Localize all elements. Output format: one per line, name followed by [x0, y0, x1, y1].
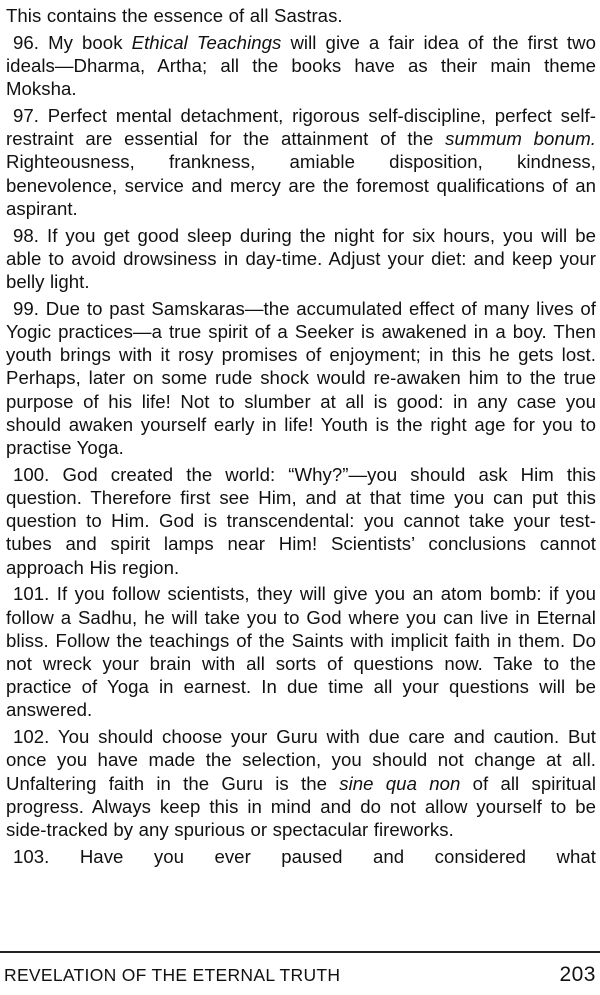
page	[6, 4, 596, 868]
paragraph-p99	[6, 297, 596, 459]
paragraph-cont	[6, 4, 596, 27]
text-run: 97. Perfect mental detachment, rigorous self-discipline, perfect self-restraint are essential for the attainment of the	[6, 105, 596, 150]
paragraph-p101	[6, 582, 596, 721]
page-number: 203	[559, 963, 596, 986]
paragraph-p96	[6, 31, 596, 101]
text-run: 103. Have you ever paused and considered what	[13, 845, 596, 867]
text-run: 100. God created the world: “Why?”—you should ask Him this question. Therefore first see Him, and at that time you can put this question to Him. God is transcendental: you cannot take your test-tubes and spirit lamps near Him! Scientists’ conclusions cannot approach His region.	[6, 463, 596, 578]
italic-phrase: Ethical Teachings	[131, 31, 282, 53]
page-footer	[4, 963, 596, 987]
body-text	[6, 4, 596, 868]
paragraph-p102	[6, 725, 596, 841]
text-run: Righteousness, frankness, amiable disposition, kindness, benevolence, service and mercy are the foremost qualifications of an aspirant.	[6, 151, 596, 219]
italic-phrase: summum bonum.	[445, 128, 596, 150]
text-run: 99. Due to past Samskaras—the accumulated effect of many lives of Yogic practices—a true spirit of a Seeker is awakened in a boy. Then youth brings with it rosy promises of enjoyment; in this he gets lost. Perhaps, later on some rude shock would re-awaken him to the true purpose of his life! Not to slumber at all is good: in any case you should awaken yourself early in life! Youth is the right age for you to practise Yoga.	[6, 297, 596, 459]
text-run: 98. If you get good sleep during the night for six hours, you will be able to avoid drowsiness in day-time. Adjust your diet: and keep your belly light.	[6, 224, 596, 293]
text-run: This contains the essence of all Sastras.	[6, 5, 343, 26]
paragraph-p103	[6, 845, 596, 868]
text-run: 102. You should choose your Guru with due care and caution. But once you have made the selection, you should not change at all. Unfaltering faith in the Guru is the	[6, 726, 596, 794]
text-run: will give a fair idea of the first two ideals—Dharma, Artha; all the books have as their main theme Moksha.	[6, 31, 597, 100]
footer-rule	[0, 951, 600, 953]
paragraph-p100	[6, 463, 596, 579]
text-run: of all spiritual progress. Always keep this in mind and do not allow yourself to be side-tracked by any spurious or spectacular fireworks.	[6, 772, 597, 841]
italic-phrase: sine qua non	[339, 772, 461, 794]
paragraph-p97	[6, 104, 596, 220]
text-run: 101. If you follow scientists, they will give you an atom bomb: if you follow a Sadhu, he will take you to God where you can live in Eternal bliss. Follow the teachings of the Saints with implicit faith in them. Do not wreck your brain with all sorts of questions now. Take to the practice of Yoga in earnest. In due time all your questions will be answered.	[6, 583, 596, 721]
running-title: REVELATION OF THE ETERNAL TRUTH	[4, 965, 341, 985]
text-run: 96. My book	[13, 31, 132, 53]
paragraph-p98	[6, 224, 596, 294]
